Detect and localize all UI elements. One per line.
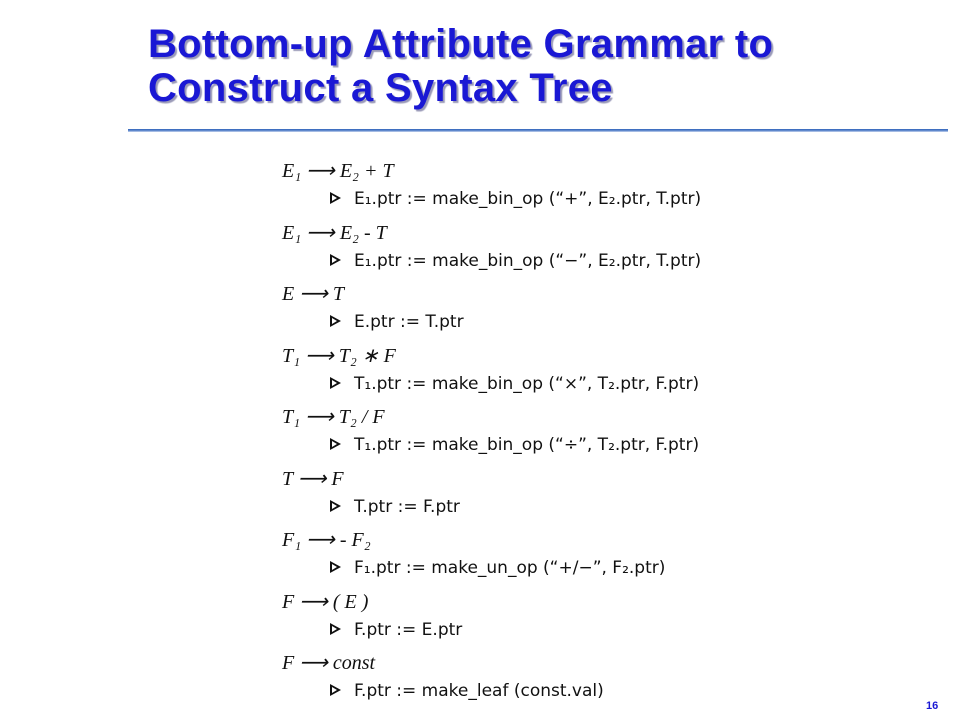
grammar-rule xyxy=(282,466,802,528)
action-text: E₁.ptr := make_bin_op (“+”, E₂.ptr, T.ptr) xyxy=(354,189,702,209)
grammar-rule xyxy=(282,343,802,405)
production: F₁ ⟶ - F₂ xyxy=(282,529,371,551)
semantic-action xyxy=(282,676,802,706)
production: F ⟶ ( E ) xyxy=(282,590,369,613)
production: E₁ ⟶ E₂ + T xyxy=(282,160,394,182)
semantic-action xyxy=(282,307,802,337)
action-text: T.ptr := F.ptr xyxy=(354,496,460,517)
semantic-action xyxy=(282,430,802,460)
action-text: T₁.ptr := make_bin_op (“×”, T₂.ptr, F.ptr) xyxy=(354,373,700,394)
semantic-action xyxy=(282,369,802,399)
semantic-action xyxy=(282,553,802,583)
grammar-rule xyxy=(282,220,802,282)
production: T ⟶ F xyxy=(282,467,344,490)
production: F ⟶ const xyxy=(282,652,376,674)
slide-title xyxy=(148,22,948,110)
action-text: F₁.ptr := make_un_op (“+/−”, F₂.ptr) xyxy=(354,558,666,578)
page-number: 16 xyxy=(926,700,939,712)
title-divider xyxy=(128,129,948,132)
production: T₁ ⟶ T₂ ∗ F xyxy=(282,344,396,367)
action-text: E₁.ptr := make_bin_op (“−”, E₂.ptr, T.ptr) xyxy=(354,250,702,271)
grammar-rule xyxy=(282,650,802,712)
action-text: T₁.ptr := make_bin_op (“÷”, T₂.ptr, F.ptr) xyxy=(354,435,700,455)
triangle-right-icon xyxy=(330,192,341,204)
production: T₁ ⟶ T₂ / F xyxy=(282,406,385,428)
slide-title-line-1: Bottom-up Attribute Grammar to xyxy=(148,22,774,66)
grammar-rule xyxy=(282,527,802,589)
action-text: F.ptr := E.ptr xyxy=(354,619,463,640)
triangle-right-icon xyxy=(330,438,341,450)
semantic-action xyxy=(282,246,802,276)
triangle-right-icon xyxy=(330,684,341,696)
grammar-rule xyxy=(282,281,802,343)
semantic-action xyxy=(282,184,802,214)
grammar-rule xyxy=(282,404,802,466)
semantic-action xyxy=(282,615,802,645)
grammar-rule xyxy=(282,158,802,220)
action-text: F.ptr := make_leaf (const.val) xyxy=(354,681,604,701)
production: E ⟶ T xyxy=(282,283,345,305)
slide-title-line-2: Construct a Syntax Tree xyxy=(148,66,613,110)
triangle-right-icon xyxy=(330,315,341,327)
triangle-right-icon xyxy=(330,254,341,266)
triangle-right-icon xyxy=(330,500,341,512)
attribute-grammar-list xyxy=(282,158,802,712)
grammar-rule xyxy=(282,589,802,651)
semantic-action xyxy=(282,492,802,522)
triangle-right-icon xyxy=(330,623,341,635)
triangle-right-icon xyxy=(330,561,341,573)
production: E₁ ⟶ E₂ - T xyxy=(282,221,387,244)
triangle-right-icon xyxy=(330,377,341,389)
action-text: E.ptr := T.ptr xyxy=(354,312,464,332)
